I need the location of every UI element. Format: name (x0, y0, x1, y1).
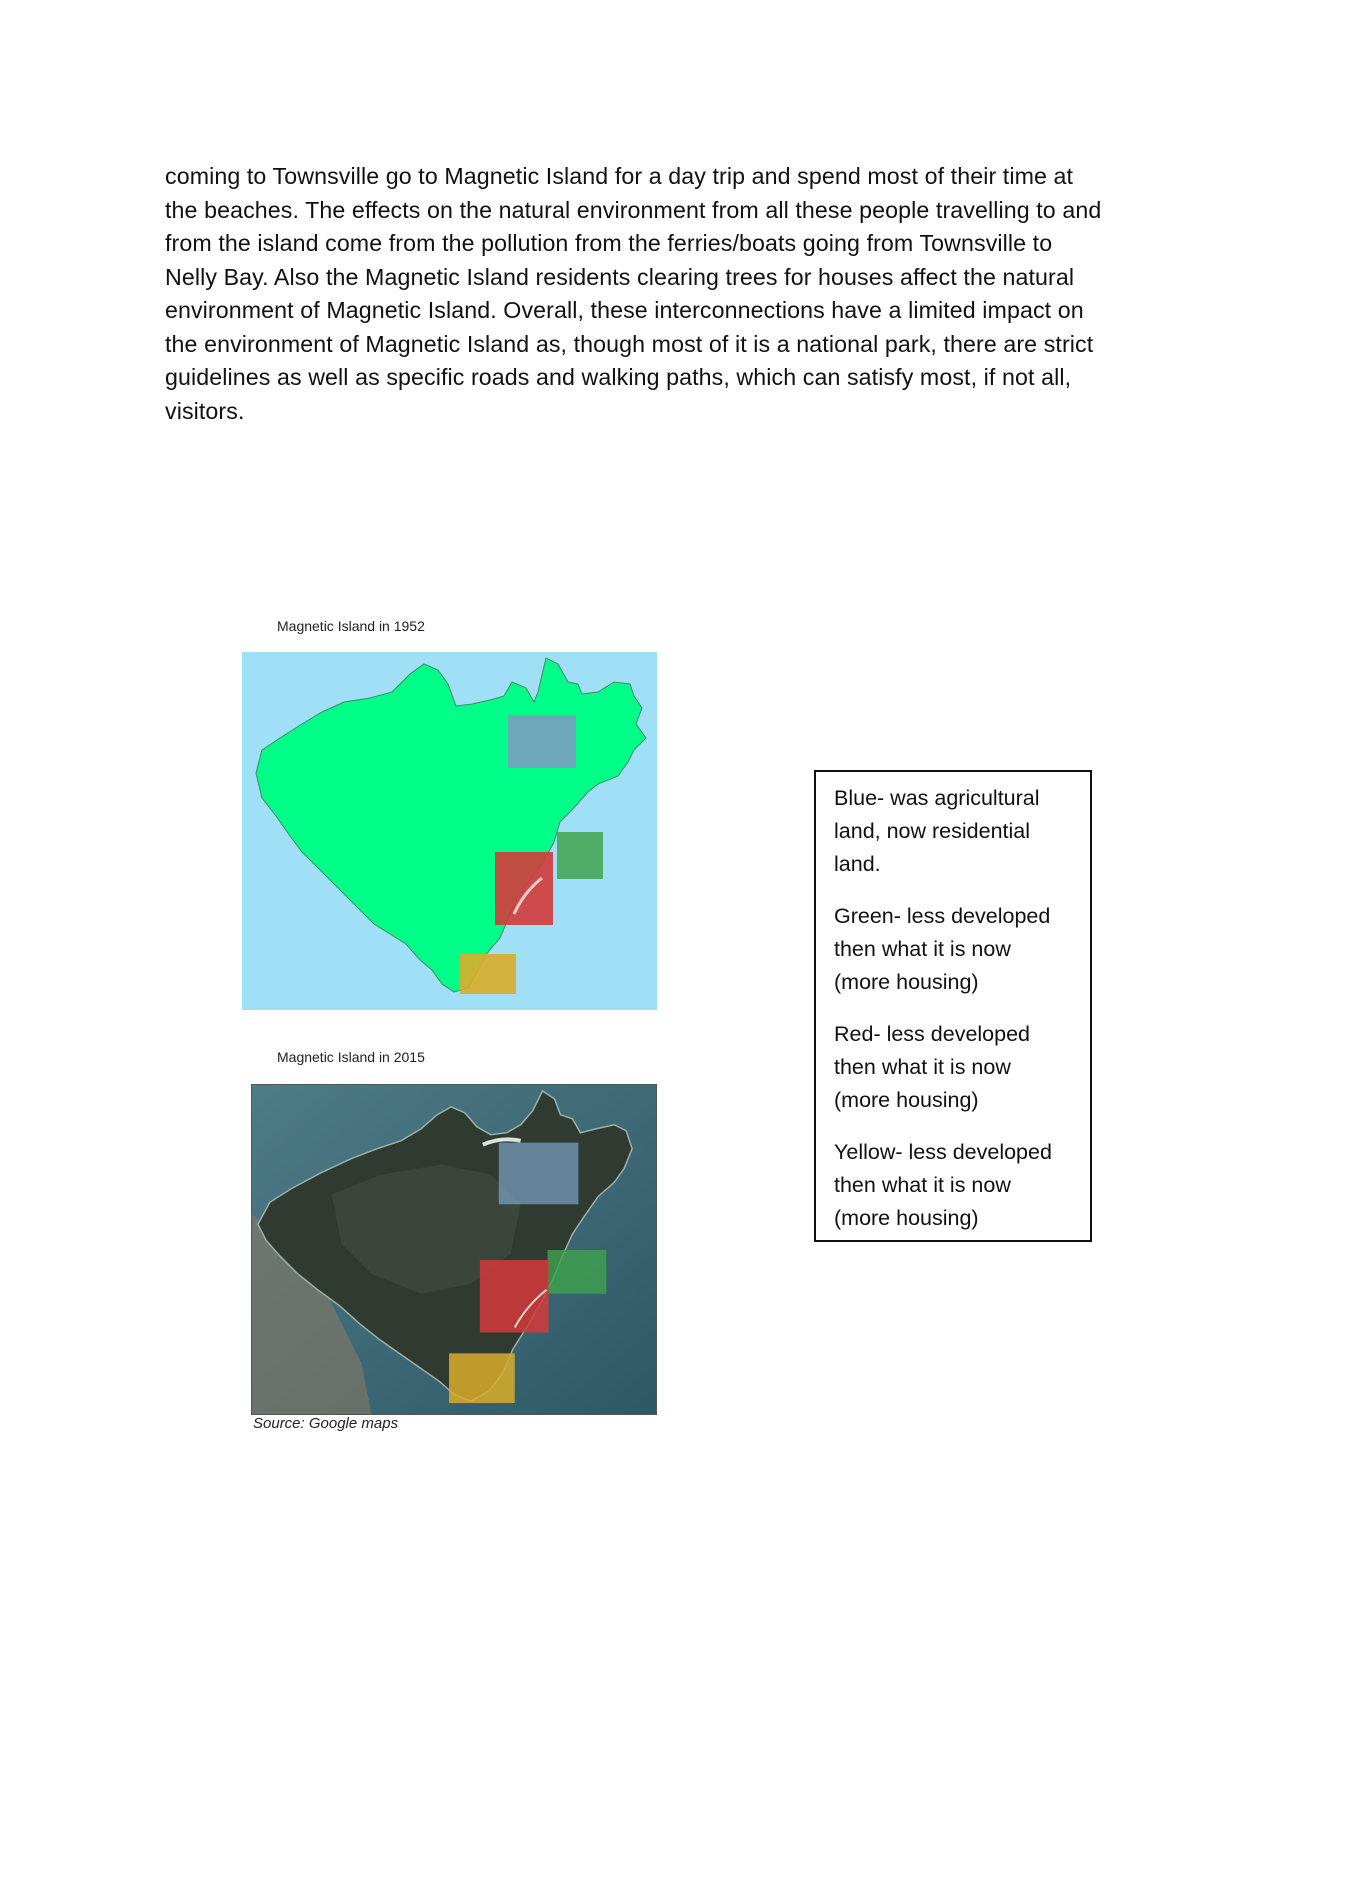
legend-yellow (834, 1136, 1074, 1235)
paragraph-line: environment of Magnetic Island. Overall, these interconnections have a limited impact on (165, 297, 1084, 323)
legend-red (834, 1018, 1074, 1117)
legend-green (834, 900, 1074, 999)
legend-line: Yellow- less developed (834, 1140, 1052, 1164)
yellow-zone-1952 (460, 954, 516, 994)
figure-1952-caption: Magnetic Island in 1952 (277, 618, 425, 634)
image-source: Source: Google maps (253, 1415, 399, 1432)
green-zone-1952 (557, 832, 603, 879)
body-paragraph (165, 160, 1195, 428)
map-1952 (242, 652, 657, 1010)
blue-zone-1952 (508, 715, 576, 768)
red-zone-1952 (495, 852, 553, 925)
legend-line: (more housing) (834, 970, 979, 994)
figure-2015-caption: Magnetic Island in 2015 (277, 1049, 425, 1065)
paragraph-line: visitors. (165, 397, 245, 424)
paragraph-line: Nelly Bay. Also the Magnetic Island residents clearing trees for houses affect the natural (165, 263, 1075, 290)
legend-box (814, 770, 1092, 1242)
legend-line: then what it is now (834, 1173, 1011, 1197)
paragraph-line: the beaches. The effects on the natural environment from all these people travelling to and (165, 196, 1102, 223)
paragraph-line: from the island come from the pollution from the ferries/boats going from Townsville to (165, 230, 1053, 256)
legend-line: then what it is now (834, 1055, 1011, 1079)
legend-line: then what it is now (834, 937, 1011, 961)
yellow-zone-2015 (449, 1353, 515, 1403)
legend-line: Green- less developed (834, 904, 1051, 928)
legend-line: Blue- was agricultural (834, 786, 1040, 810)
paragraph-line: the environment of Magnetic Island as, though most of it is a national park, there are strict (165, 330, 1094, 357)
green-zone-2015 (548, 1250, 607, 1294)
blue-zone-2015 (499, 1143, 579, 1205)
paragraph-line: coming to Townsville go to Magnetic Island for a day trip and spend most of their time at (165, 163, 1074, 189)
legend-line: land, now residential (834, 819, 1031, 843)
legend-blue (834, 782, 1074, 881)
map-2015 (251, 1084, 657, 1415)
paragraph-line: guidelines as well as specific roads and walking paths, which can satisfy most, if not all, (165, 364, 1072, 390)
legend-line: Red- less developed (834, 1022, 1031, 1046)
legend-line: (more housing) (834, 1088, 979, 1112)
legend-line: land. (834, 852, 881, 876)
legend-line: (more housing) (834, 1206, 979, 1230)
